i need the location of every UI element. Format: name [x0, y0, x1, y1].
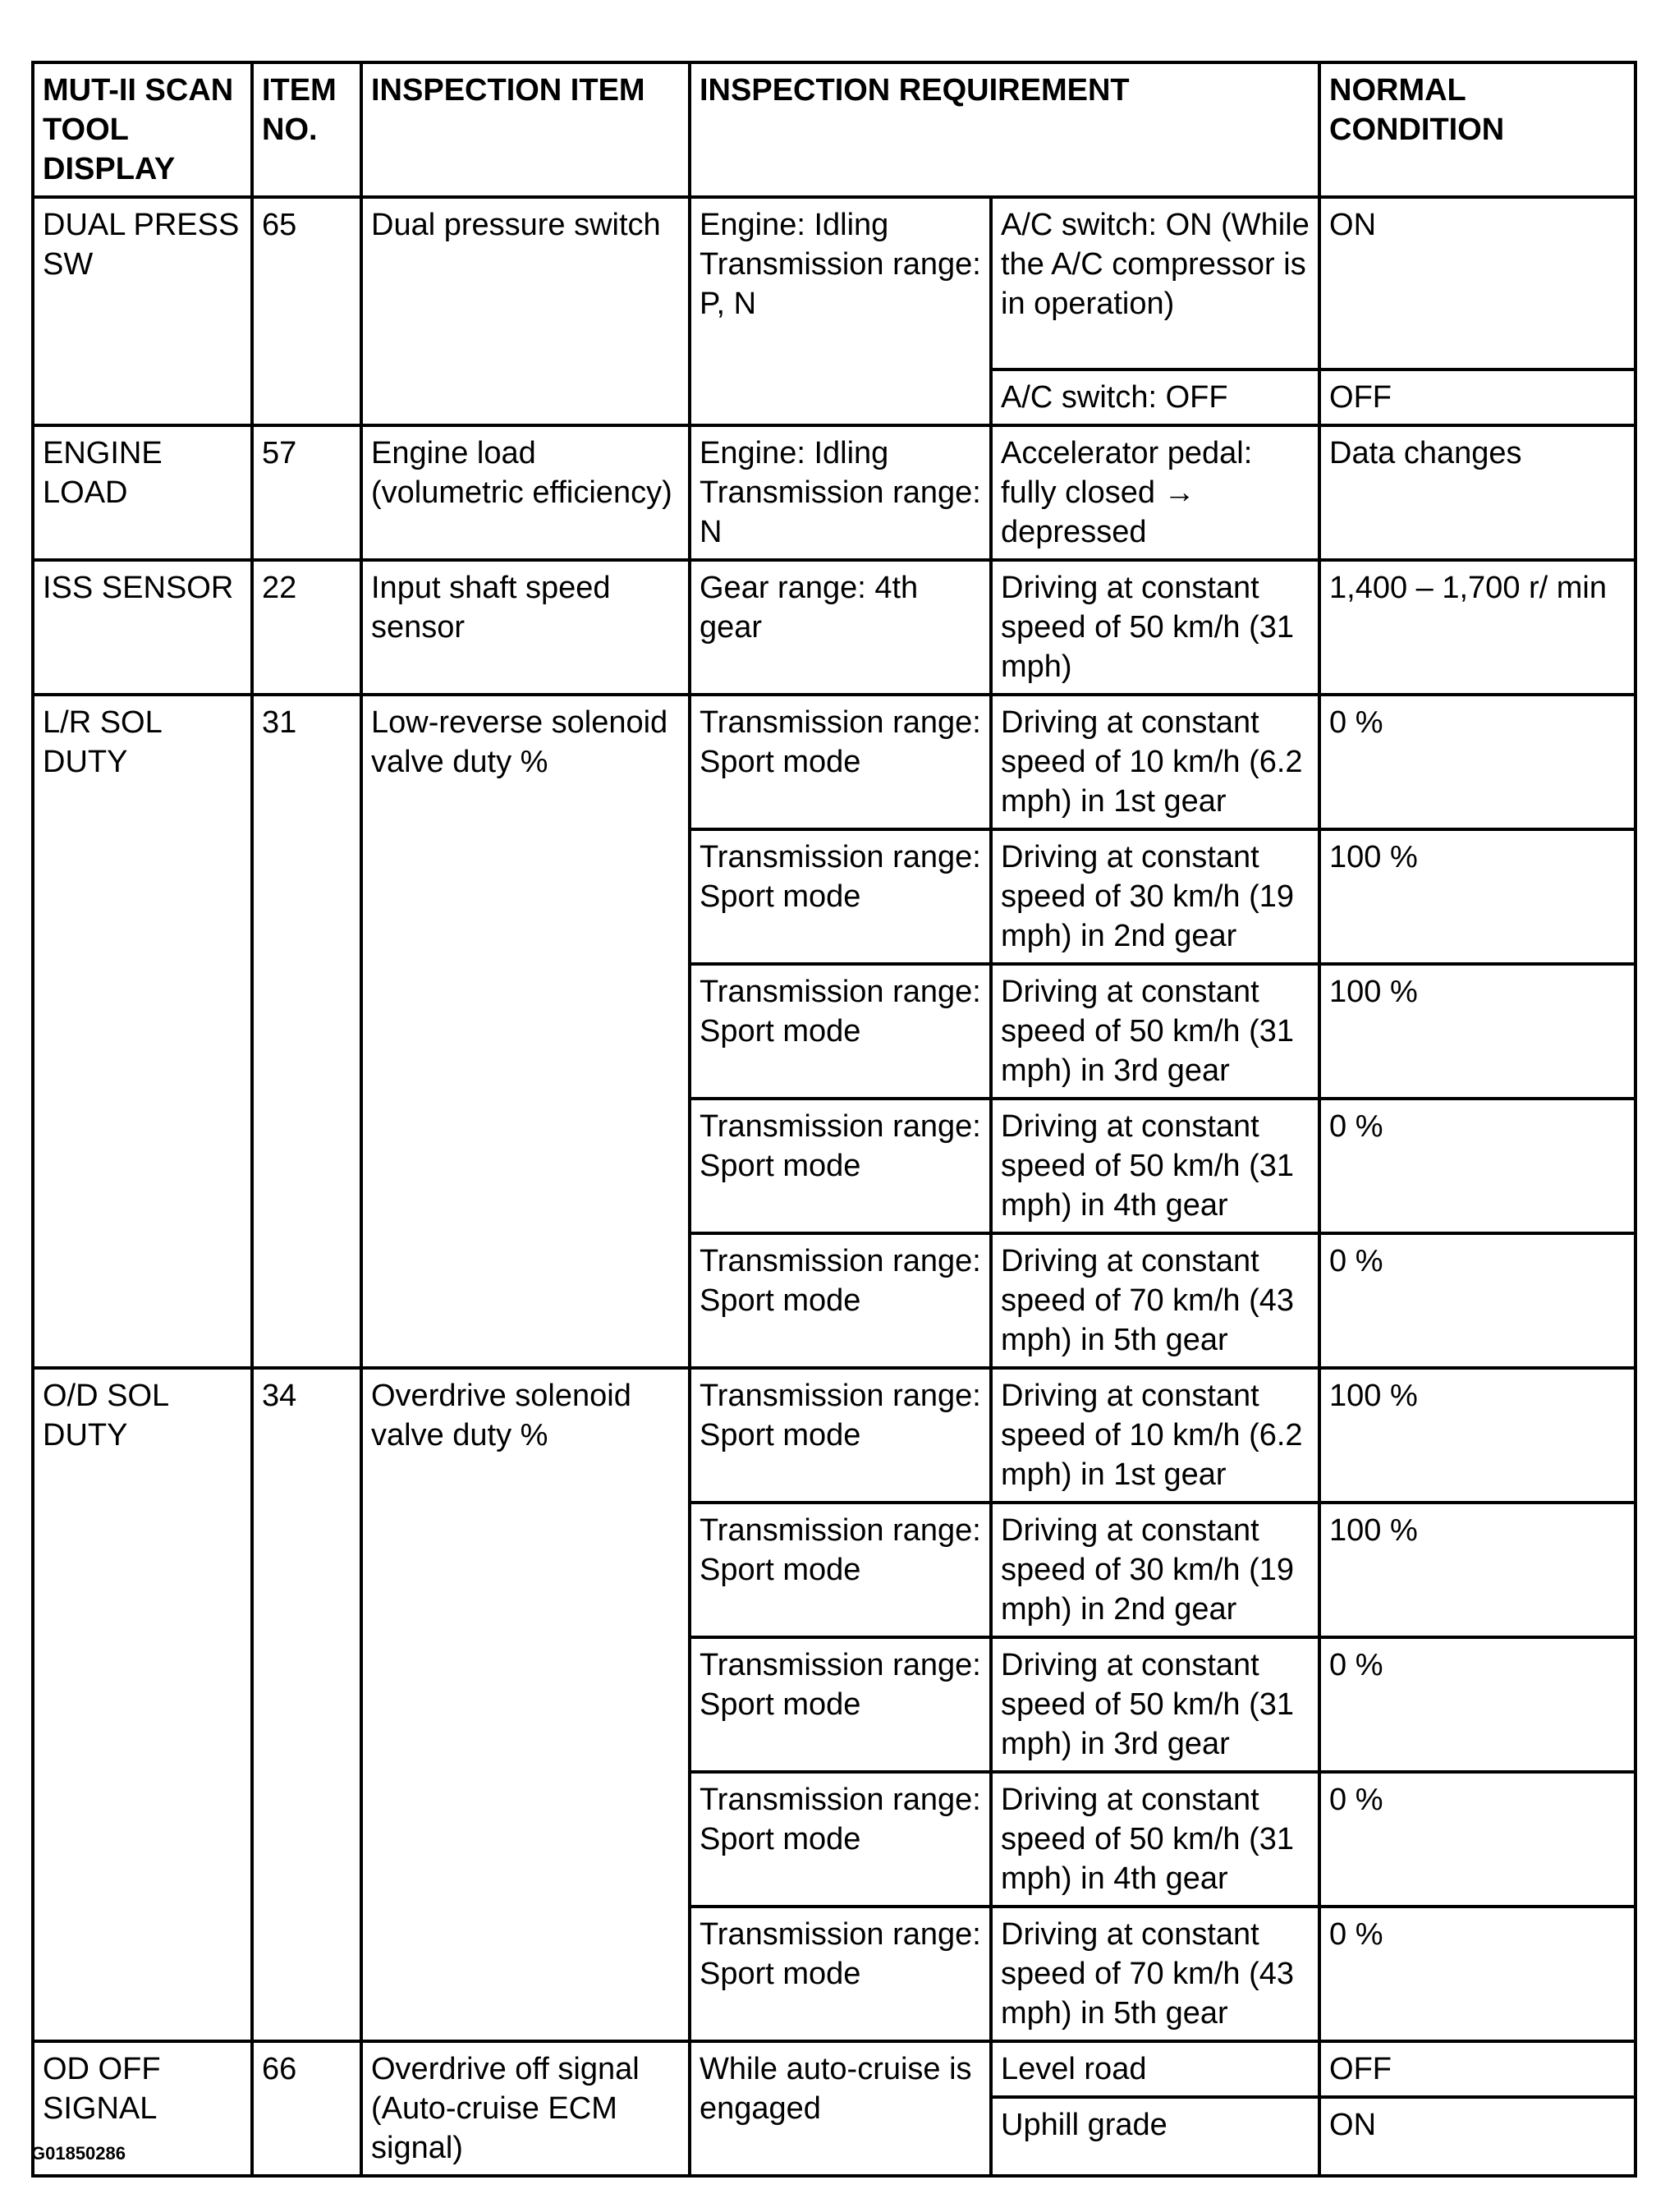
cell-condition: Driving at constant speed of 10 km/h (6.2 mph) in 1st gear [991, 1368, 1319, 1503]
cell-normal: 0 % [1319, 695, 1635, 829]
table-row [33, 2041, 1635, 2097]
cell-display: DUAL PRESS SW [33, 197, 252, 425]
cell-condition: Driving at constant speed of 50 km/h (31 mph) in 3rd gear [991, 1637, 1319, 1772]
cell-condition: Uphill grade [991, 2097, 1319, 2176]
cell-display: ENGINE LOAD [33, 425, 252, 560]
cell-inspection-item: Low-reverse solenoid valve duty % [361, 695, 690, 1368]
cell-requirement: Transmission range: Sport mode [690, 1772, 991, 1907]
cell-item-no: 66 [252, 2041, 361, 2176]
cell-normal: ON [1319, 2097, 1635, 2176]
cell-item-no: 22 [252, 560, 361, 695]
cell-condition: A/C switch: OFF [991, 369, 1319, 425]
cell-normal: 100 % [1319, 1368, 1635, 1503]
cell-normal: 0 % [1319, 1233, 1635, 1368]
cell-normal: 1,400 – 1,700 r/ min [1319, 560, 1635, 695]
cell-requirement: Engine: Idling Transmission range: P, N [690, 197, 991, 425]
table-row [33, 1368, 1635, 1503]
cell-inspection-item: Overdrive off signal (Auto-cruise ECM signal) [361, 2041, 690, 2176]
cell-condition: Driving at constant speed of 50 km/h (31 mph) [991, 560, 1319, 695]
cell-condition: Driving at constant speed of 50 km/h (31 mph) in 3rd gear [991, 964, 1319, 1099]
figure-code: G01850286 [31, 2143, 126, 2164]
cell-requirement: Transmission range: Sport mode [690, 829, 991, 964]
cell-normal: 100 % [1319, 964, 1635, 1099]
header-row [33, 62, 1635, 197]
cell-requirement: Transmission range: Sport mode [690, 1907, 991, 2041]
cell-inspection-item: Engine load (volumetric efficiency) [361, 425, 690, 560]
cell-normal: Data changes [1319, 425, 1635, 560]
cell-inspection-item: Overdrive solenoid valve duty % [361, 1368, 690, 2041]
cell-condition: Accelerator pedal: fully closed → depressed [991, 425, 1319, 560]
cell-display: L/R SOL DUTY [33, 695, 252, 1368]
table-row [33, 695, 1635, 829]
cell-requirement: Engine: Idling Transmission range: N [690, 425, 991, 560]
cell-item-no: 31 [252, 695, 361, 1368]
cell-condition: A/C switch: ON (While the A/C compressor is in operation) [991, 197, 1319, 369]
cell-normal: 100 % [1319, 829, 1635, 964]
cell-condition: Driving at constant speed of 10 km/h (6.2 mph) in 1st gear [991, 695, 1319, 829]
cell-condition: Driving at constant speed of 50 km/h (31 mph) in 4th gear [991, 1772, 1319, 1907]
cell-display: ISS SENSOR [33, 560, 252, 695]
header-inspection-item: INSPECTION ITEM [361, 62, 690, 197]
cell-condition: Driving at constant speed of 50 km/h (31 mph) in 4th gear [991, 1099, 1319, 1233]
cell-normal: 0 % [1319, 1907, 1635, 2041]
cell-normal: OFF [1319, 369, 1635, 425]
cell-requirement: Transmission range: Sport mode [690, 695, 991, 829]
cell-normal: 0 % [1319, 1099, 1635, 1233]
header-item-no: ITEM NO. [252, 62, 361, 197]
cell-condition: Driving at constant speed of 30 km/h (19 mph) in 2nd gear [991, 1503, 1319, 1637]
cell-requirement: Transmission range: Sport mode [690, 1503, 991, 1637]
cell-condition: Driving at constant speed of 70 km/h (43 mph) in 5th gear [991, 1907, 1319, 2041]
inspection-table [31, 61, 1637, 2178]
cell-normal: 100 % [1319, 1503, 1635, 1637]
cell-condition: Driving at constant speed of 30 km/h (19 mph) in 2nd gear [991, 829, 1319, 964]
header-normal-condition: NORMAL CONDITION [1319, 62, 1635, 197]
cell-inspection-item: Dual pressure switch [361, 197, 690, 425]
cell-normal: OFF [1319, 2041, 1635, 2097]
cell-requirement: While auto-cruise is engaged [690, 2041, 991, 2176]
inspection-document [31, 61, 1634, 2178]
header-display: MUT-II SCAN TOOL DISPLAY [33, 62, 252, 197]
cell-requirement: Gear range: 4th gear [690, 560, 991, 695]
cell-normal: ON [1319, 197, 1635, 369]
table-row [33, 560, 1635, 695]
cell-condition: Driving at constant speed of 70 km/h (43 mph) in 5th gear [991, 1233, 1319, 1368]
cell-item-no: 34 [252, 1368, 361, 2041]
cell-display: OD OFF SIGNAL [33, 2041, 252, 2176]
cell-requirement: Transmission range: Sport mode [690, 1368, 991, 1503]
table-row [33, 425, 1635, 560]
cell-item-no: 65 [252, 197, 361, 425]
cell-requirement: Transmission range: Sport mode [690, 964, 991, 1099]
header-inspection-requirement: INSPECTION REQUIREMENT [690, 62, 1319, 197]
cell-normal: 0 % [1319, 1637, 1635, 1772]
cell-display: O/D SOL DUTY [33, 1368, 252, 2041]
cell-condition: Level road [991, 2041, 1319, 2097]
cell-item-no: 57 [252, 425, 361, 560]
cell-normal: 0 % [1319, 1772, 1635, 1907]
cell-requirement: Transmission range: Sport mode [690, 1637, 991, 1772]
cell-requirement: Transmission range: Sport mode [690, 1099, 991, 1233]
cell-requirement: Transmission range: Sport mode [690, 1233, 991, 1368]
table-row [33, 197, 1635, 369]
cell-inspection-item: Input shaft speed sensor [361, 560, 690, 695]
